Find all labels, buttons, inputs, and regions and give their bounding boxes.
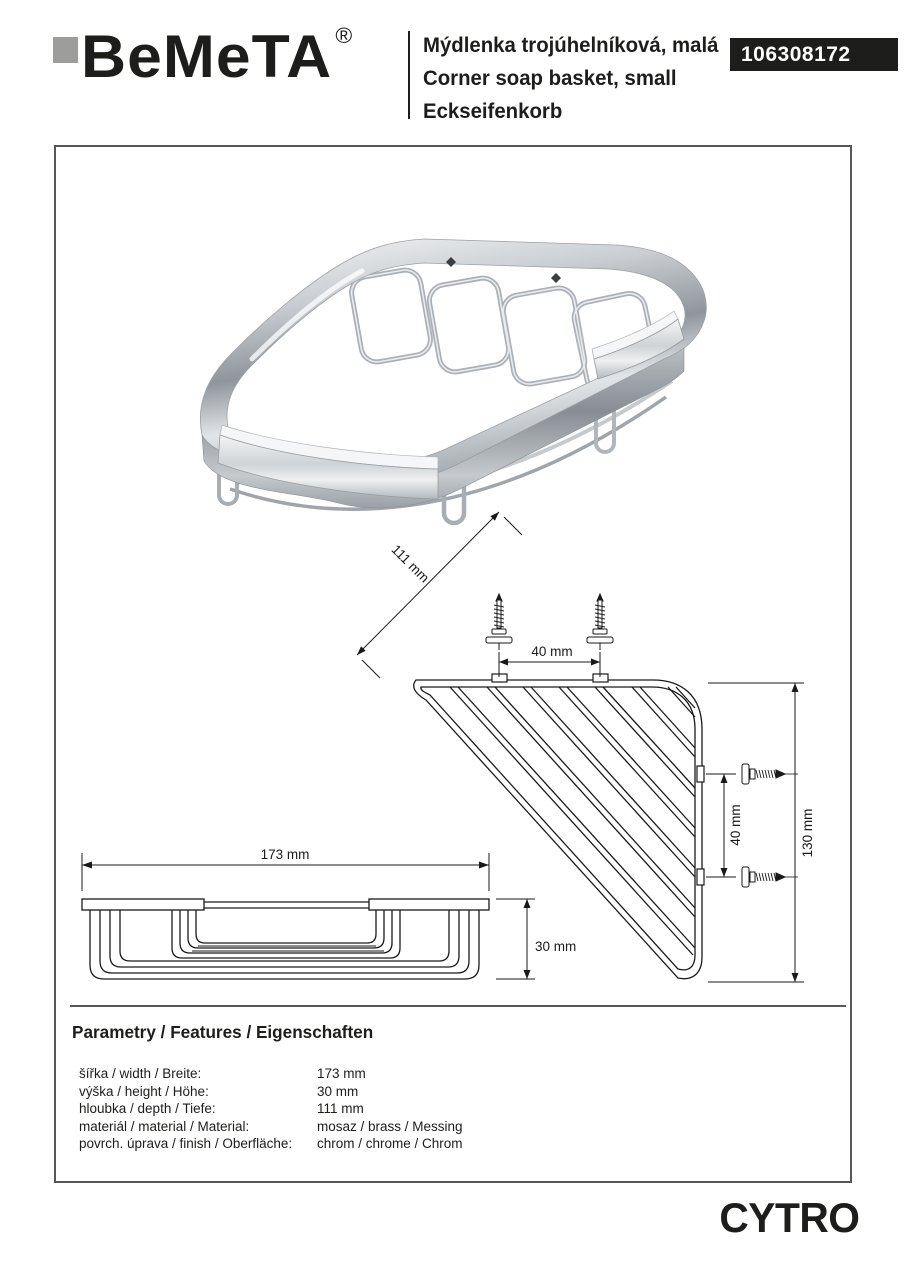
parameter-row-depth bbox=[79, 1100, 850, 1118]
product-titles bbox=[423, 29, 718, 128]
product-code-badge: 106308172 bbox=[730, 38, 898, 71]
content-frame bbox=[54, 145, 852, 1183]
dim-mount-spacing-side-label: 40 mm bbox=[728, 804, 743, 846]
product-photo bbox=[200, 239, 706, 523]
parameter-value: mosaz / brass / Messing bbox=[317, 1118, 463, 1134]
side-screw-bottom bbox=[742, 867, 798, 887]
parameter-row-height bbox=[79, 1083, 850, 1101]
brand-name: BeMeTA bbox=[81, 23, 333, 90]
parameter-value: 30 mm bbox=[317, 1083, 359, 1099]
technical-drawing-area bbox=[56, 147, 850, 1005]
product-title-cs: Mýdlenka trojúhelníková, malá bbox=[423, 34, 719, 57]
top-view-drawing bbox=[414, 674, 704, 979]
top-screw-left bbox=[486, 594, 512, 650]
parameters-divider bbox=[70, 1005, 846, 1007]
side-view-drawing bbox=[82, 899, 489, 979]
side-screws bbox=[742, 764, 798, 887]
parameters-table bbox=[79, 1065, 850, 1153]
basket-screw-hole-right bbox=[551, 273, 561, 283]
dim-width-label: 173 mm bbox=[260, 847, 310, 862]
dim-depth bbox=[357, 512, 522, 678]
top-screw-right bbox=[587, 594, 613, 650]
registered-trademark-icon: ® bbox=[335, 23, 353, 48]
top-screws bbox=[486, 594, 613, 650]
side-screw-top bbox=[742, 764, 798, 784]
parameter-value: 173 mm bbox=[317, 1066, 366, 1081]
top-view-wires bbox=[450, 687, 695, 955]
dim-height-label: 30 mm bbox=[535, 939, 577, 954]
product-title-de: Eckseifenkorb bbox=[423, 100, 563, 123]
dim-width bbox=[82, 847, 489, 891]
parameter-value: 111 mm bbox=[317, 1101, 364, 1117]
parameters-section bbox=[56, 1005, 850, 1153]
parameter-label: materiál / material / Material: bbox=[79, 1118, 250, 1134]
parameter-label: povrch. úprava / finish / Oberfläche: bbox=[79, 1136, 293, 1152]
parameter-value: chrom / chrome / Chrom bbox=[317, 1136, 463, 1152]
dim-height bbox=[496, 899, 576, 979]
dim-mount-spacing-top-label: 40 mm bbox=[531, 644, 573, 659]
dim-depth-label: 111 mm bbox=[388, 541, 433, 586]
parameter-row-material bbox=[79, 1118, 850, 1136]
parameter-row-width bbox=[79, 1065, 850, 1083]
brand-logo bbox=[81, 22, 352, 91]
parameter-label: hloubka / depth / Tiefe: bbox=[79, 1101, 216, 1117]
basket-front-plate bbox=[218, 425, 438, 499]
logo-square-icon bbox=[53, 37, 78, 63]
dim-mount-spacing-top bbox=[499, 644, 600, 677]
series-name: CYTRO bbox=[718, 1194, 859, 1241]
parameters-heading: Parametry / Features / Eigenschaften bbox=[72, 1022, 374, 1042]
mounting-tabs bbox=[492, 674, 704, 885]
dim-total-height-label: 130 mm bbox=[800, 808, 815, 858]
header-divider bbox=[408, 31, 410, 119]
parameter-label: šířka / width / Breite: bbox=[79, 1066, 202, 1081]
dim-mount-spacing-side bbox=[706, 774, 743, 877]
parameter-label: výška / height / Höhe: bbox=[79, 1083, 209, 1099]
product-title-en: Corner soap basket, small bbox=[423, 67, 677, 90]
parameter-row-finish bbox=[79, 1135, 850, 1153]
